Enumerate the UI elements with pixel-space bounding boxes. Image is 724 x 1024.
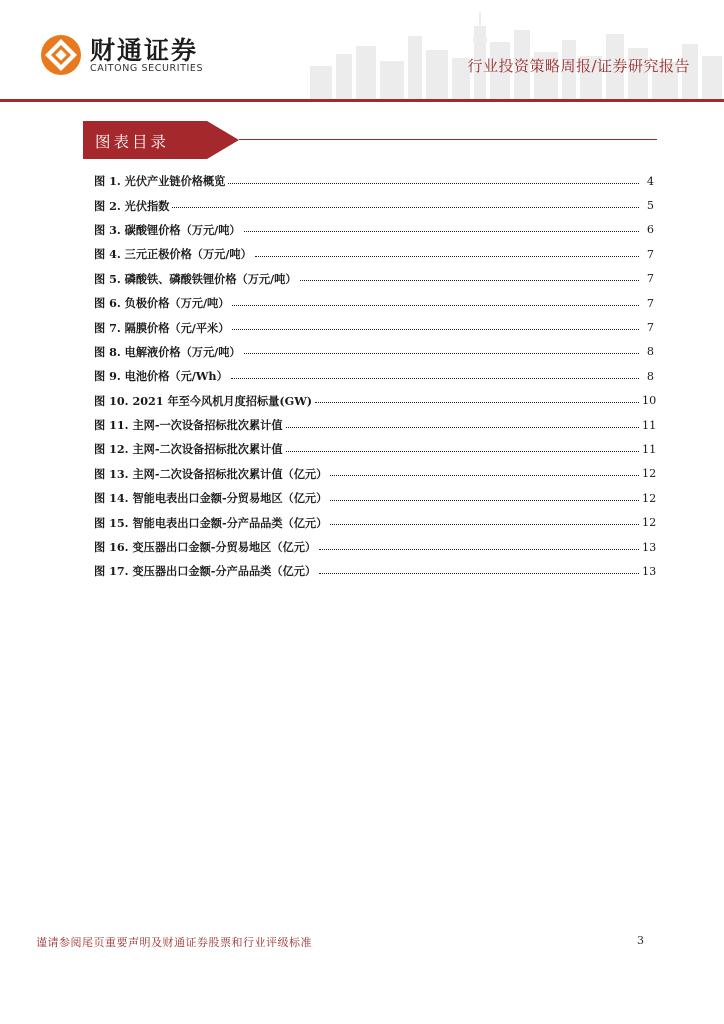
toc-item-page: 12	[642, 491, 657, 505]
toc-leader	[228, 177, 639, 184]
toc-item-page: 12	[642, 467, 657, 481]
toc-item[interactable]	[94, 413, 657, 437]
city-skyline-illustration	[300, 6, 724, 100]
toc-item-label: 图 14. 智能电表出口金额-分贸易地区（亿元）	[94, 491, 328, 506]
toc-item[interactable]	[94, 389, 657, 413]
toc-item-page: 6	[646, 223, 654, 237]
toc-item-page: 7	[646, 321, 654, 335]
toc-item[interactable]	[94, 193, 654, 217]
toc-leader	[330, 518, 639, 525]
logo-text-en: CAITONG SECURITIES	[90, 63, 204, 74]
toc-item-page: 7	[646, 296, 654, 310]
toc-item[interactable]	[94, 437, 657, 461]
toc-leader	[255, 250, 639, 257]
toc-leader	[232, 323, 639, 330]
toc-leader	[319, 567, 639, 574]
toc-item-page: 12	[642, 516, 657, 530]
toc-item-label: 图 11. 主网-一次设备招标批次累计值	[94, 418, 283, 433]
toc-item-label: 图 7. 隔膜价格（元/平米）	[94, 320, 230, 335]
figure-list	[94, 169, 657, 584]
toc-item-label: 图 10. 2021 年至今风机月度招标量(GW)	[94, 393, 313, 408]
page-header	[0, 0, 724, 104]
toc-leader	[300, 274, 639, 281]
toc-item-page: 11	[642, 418, 657, 432]
toc-item-page: 8	[646, 369, 654, 383]
toc-item-page: 4	[646, 174, 654, 188]
toc-item-label: 图 1. 光伏产业链价格概览	[94, 174, 226, 189]
caitong-logo-icon	[40, 34, 82, 76]
toc-item-page: 13	[642, 540, 657, 554]
toc-item[interactable]	[94, 340, 654, 364]
toc-item-page: 13	[642, 564, 657, 578]
footer-disclaimer: 谨请参阅尾页重要声明及财通证券股票和行业评级标准	[36, 936, 312, 949]
header-divider	[0, 99, 724, 102]
toc-item[interactable]	[94, 169, 654, 193]
toc-item-label: 图 6. 负极价格（万元/吨）	[94, 296, 230, 311]
toc-item[interactable]	[94, 486, 657, 510]
toc-item-label: 图 16. 变压器出口金额-分贸易地区（亿元）	[94, 540, 317, 555]
toc-leader	[319, 543, 639, 550]
toc-item[interactable]	[94, 462, 657, 486]
toc-item[interactable]	[94, 242, 654, 266]
toc-item-label: 图 5. 磷酸铁、磷酸铁锂价格（万元/吨）	[94, 271, 297, 286]
toc-item-page: 5	[646, 199, 654, 213]
toc-item[interactable]	[94, 291, 654, 315]
toc-item[interactable]	[94, 510, 657, 534]
toc-leader	[315, 396, 639, 403]
toc-item[interactable]	[94, 267, 654, 291]
toc-item-label: 图 4. 三元正极价格（万元/吨）	[94, 247, 252, 262]
toc-leader	[286, 421, 639, 428]
toc-leader	[286, 445, 639, 452]
toc-item-page: 7	[646, 247, 654, 261]
report-type-title: 行业投资策略周报/证券研究报告	[467, 57, 690, 75]
toc-leader	[232, 299, 639, 306]
section-heading-tab	[83, 121, 239, 159]
toc-item-label: 图 9. 电池价格（元/Wh）	[94, 369, 228, 384]
toc-item-label: 图 2. 光伏指数	[94, 198, 170, 213]
toc-leader	[330, 469, 639, 476]
toc-leader	[172, 201, 639, 208]
toc-item-page: 8	[646, 345, 654, 359]
toc-leader	[231, 372, 639, 379]
section-divider	[239, 139, 657, 140]
logo-text-cn: 财通证券	[90, 36, 199, 65]
toc-leader	[244, 347, 639, 354]
toc-item-label: 图 3. 碳酸锂价格（万元/吨）	[94, 222, 241, 237]
toc-item-label: 图 17. 变压器出口金额-分产品品类（亿元）	[94, 564, 317, 579]
toc-item[interactable]	[94, 535, 657, 559]
toc-item-label: 图 12. 主网-二次设备招标批次累计值	[94, 442, 283, 457]
toc-item[interactable]	[94, 559, 657, 583]
toc-item-label: 图 15. 智能电表出口金额-分产品品类（亿元）	[94, 515, 328, 530]
section-title: 图表目录	[95, 133, 170, 151]
toc-leader	[244, 225, 639, 232]
toc-item-page: 7	[646, 272, 654, 286]
toc-leader	[330, 494, 639, 501]
toc-item-label: 图 13. 主网-二次设备招标批次累计值（亿元）	[94, 466, 328, 481]
toc-item[interactable]	[94, 218, 654, 242]
toc-item[interactable]	[94, 315, 654, 339]
footer-page-number: 3	[637, 934, 644, 947]
toc-item-label: 图 8. 电解液价格（万元/吨）	[94, 344, 241, 359]
toc-item-page: 11	[642, 442, 657, 456]
toc-item-page: 10	[642, 394, 657, 408]
toc-item[interactable]	[94, 364, 654, 388]
